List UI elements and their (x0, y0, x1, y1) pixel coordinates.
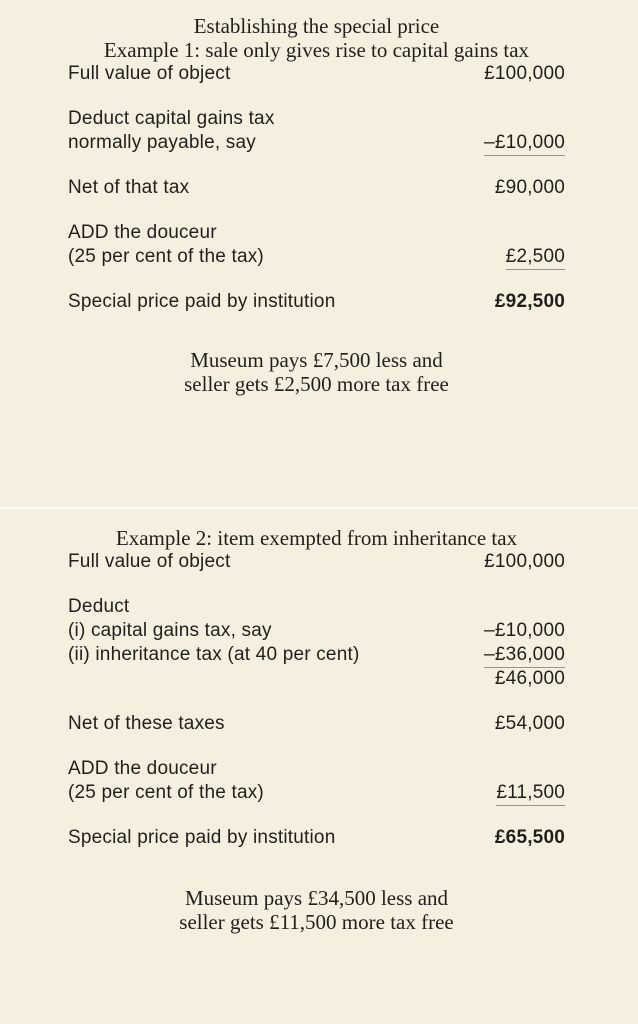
example-2-section (0, 509, 638, 934)
row-add-douceur (68, 757, 565, 805)
row-label-line1: ADD the douceur (68, 222, 217, 243)
row-label-line2: (25 per cent of the tax) (68, 246, 264, 267)
example-2-heading: Example 2: item exempted from inheritance tax (115, 526, 518, 550)
row-add-douceur (68, 221, 565, 269)
example-2-note (68, 886, 565, 934)
deduct-heading: Deduct (68, 596, 130, 617)
row-deduct-cgt (68, 107, 565, 155)
row-label-line1: Deduct capital gains tax (68, 108, 275, 129)
row-label: Full value of object (68, 551, 231, 572)
row-label: Net of these taxes (68, 713, 225, 734)
note-line2: seller gets £2,500 more tax free (184, 372, 449, 396)
row-label: Full value of object (68, 63, 231, 84)
row-value: £90,000 (494, 177, 565, 198)
row-value: £100,000 (484, 63, 565, 84)
row-label-line1: ADD the douceur (68, 758, 217, 779)
row-label-line2: (25 per cent of the tax) (68, 782, 264, 803)
row-label: Special price paid by institution (68, 291, 336, 312)
row-value: £11,500 (496, 781, 565, 806)
row-label: Net of that tax (68, 177, 190, 198)
note-line1: Museum pays £34,500 less and (184, 886, 449, 910)
row-value: –£10,000 (484, 131, 565, 156)
deduct-item1-value: –£10,000 (484, 620, 565, 641)
deduct-item2-label: (ii) inheritance tax (at 40 per cent) (68, 644, 360, 665)
deduct-item1-label: (i) capital gains tax, say (68, 620, 272, 641)
note-line2: seller gets £11,500 more tax free (179, 910, 454, 934)
example-1-note (68, 348, 565, 396)
row-value-total: £92,500 (494, 291, 565, 312)
note-line1: Museum pays £7,500 less and (190, 348, 443, 372)
example-1-section (0, 0, 638, 509)
row-net-of-taxes (68, 712, 565, 736)
row-label-line2: normally payable, say (68, 132, 256, 153)
row-special-price (68, 290, 565, 314)
row-value-total: £65,500 (494, 827, 565, 848)
deduct-item2-value: –£36,000 (484, 643, 565, 668)
deduct-subtotal-value: £46,000 (494, 668, 565, 689)
example-1-heading: Example 1: sale only gives rise to capital gains tax (103, 38, 530, 62)
row-label: Special price paid by institution (68, 827, 336, 848)
page-title: Establishing the special price (193, 14, 440, 38)
row-value: £54,000 (494, 713, 565, 734)
row-deduct-taxes (68, 595, 565, 691)
row-value: £100,000 (484, 551, 565, 572)
row-full-value (68, 550, 565, 574)
row-net-of-tax (68, 176, 565, 200)
row-full-value (68, 62, 565, 86)
row-value: £2,500 (506, 245, 565, 270)
row-special-price (68, 826, 565, 850)
